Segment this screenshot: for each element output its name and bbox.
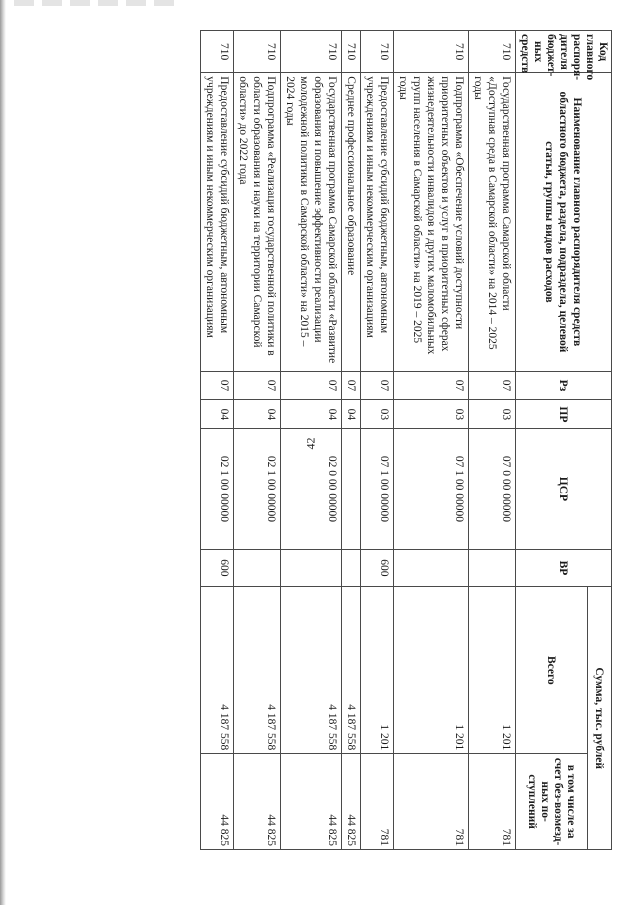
- row-csr: 07 1 00 00000: [394, 429, 469, 549]
- row-name: Подпрограмма «Реализация государственной политики в области образования и науки на территории Самарской области» до 2022 года: [234, 73, 281, 371]
- header-csr: ЦСР: [516, 429, 612, 549]
- row-free: 44 825: [234, 754, 281, 850]
- row-code: 710: [281, 31, 342, 73]
- row-total: 4 187 558: [201, 587, 234, 754]
- row-pr: 03: [394, 400, 469, 429]
- row-vr: [394, 549, 469, 587]
- header-total: Всего: [516, 587, 588, 754]
- row-csr: 02 1 00 00000: [201, 429, 234, 549]
- row-vr: 600: [201, 549, 234, 587]
- row-pr: 04: [234, 400, 281, 429]
- header-vr: ВР: [516, 549, 612, 587]
- page-number: 42: [303, 437, 318, 450]
- row-csr: 07 1 00 00000: [361, 429, 394, 549]
- row-pr: 03: [469, 400, 516, 429]
- row-total: 1 201: [361, 587, 394, 754]
- row-code: 710: [361, 31, 394, 73]
- row-code: 710: [234, 31, 281, 73]
- row-total: 1 201: [394, 587, 469, 754]
- row-rz: 07: [342, 371, 361, 400]
- row-total: 4 187 558: [281, 587, 342, 754]
- row-csr: 02 1 00 00000: [234, 429, 281, 549]
- header-sum-group: Сумма, тыс. рублей: [588, 587, 612, 850]
- row-vr: [281, 549, 342, 587]
- row-total: 4 187 558: [234, 587, 281, 754]
- row-rz: 07: [281, 371, 342, 400]
- table-header-row: [588, 31, 612, 850]
- row-name: Предоставление субсидий бюджетным, автономным учреждениям и иным некоммерческим организациям: [201, 73, 234, 371]
- row-pr: 04: [201, 400, 234, 429]
- table-row: [394, 31, 469, 850]
- row-code: 710: [394, 31, 469, 73]
- budget-table-rotated: [47, 30, 612, 850]
- table-row: [281, 31, 342, 850]
- row-code: 710: [342, 31, 361, 73]
- row-rz: 07: [361, 371, 394, 400]
- header-name: Наименование главного распорядителя средств областного бюджета, раздела, подраздела, целевой статьи, группы видов расходов: [516, 73, 612, 371]
- row-name: Подпрограмма «Обеспечение условий доступности приоритетных объектов и услуг в приоритетных сферах жизнедеятельности инвалидов и других маломобильных групп населения в Самарской области» на 2019 – 2025 годы: [394, 73, 469, 371]
- row-free: 781: [361, 754, 394, 850]
- budget-table: [200, 30, 612, 850]
- row-vr: [469, 549, 516, 587]
- table-row: [361, 31, 394, 850]
- row-rz: 07: [469, 371, 516, 400]
- row-code: 710: [201, 31, 234, 73]
- row-vr: [234, 549, 281, 587]
- row-csr: [342, 429, 361, 549]
- row-pr: 04: [342, 400, 361, 429]
- row-free: 781: [394, 754, 469, 850]
- row-total: 1 201: [469, 587, 516, 754]
- row-vr: [342, 549, 361, 587]
- table-row: [234, 31, 281, 850]
- row-name: Среднее профессиональное образование: [342, 73, 361, 371]
- header-free-receipts: в том числе за счет без-возмезд-ных по-ступлений: [516, 754, 588, 850]
- row-pr: 04: [281, 400, 342, 429]
- scan-artifact: [14, 0, 174, 6]
- row-code: 710: [469, 31, 516, 73]
- row-free: 44 825: [281, 754, 342, 850]
- scan-edge: [0, 0, 6, 905]
- row-rz: 07: [234, 371, 281, 400]
- row-free: 781: [469, 754, 516, 850]
- row-rz: 07: [394, 371, 469, 400]
- row-name: Предоставление субсидий бюджетным, автономным учреждениям и иным некоммерческим организациям: [361, 73, 394, 371]
- header-code: Код главного распоря-дителя бюджет-ных средств: [516, 31, 612, 73]
- header-rz: Рз: [516, 371, 612, 400]
- header-pr: ПР: [516, 400, 612, 429]
- row-free: 44 825: [201, 754, 234, 850]
- row-vr: 600: [361, 549, 394, 587]
- row-csr: 02 0 00 00000: [281, 429, 342, 549]
- row-total: 4 187 558: [342, 587, 361, 754]
- row-name: Государственная программа Самарской области «Развитие образования и повышение эффективности реализации молодежной политики в Самарской области» на 2015 – 2024 годы: [281, 73, 342, 371]
- table-row: [342, 31, 361, 850]
- row-rz: 07: [201, 371, 234, 400]
- table-row: [469, 31, 516, 850]
- row-pr: 03: [361, 400, 394, 429]
- row-csr: 07 0 00 00000: [469, 429, 516, 549]
- row-free: 44 825: [342, 754, 361, 850]
- table-row: [201, 31, 234, 850]
- row-name: Государственная программа Самарской области «Доступная среда в Самарской области» на 2014 – 2025 годы: [469, 73, 516, 371]
